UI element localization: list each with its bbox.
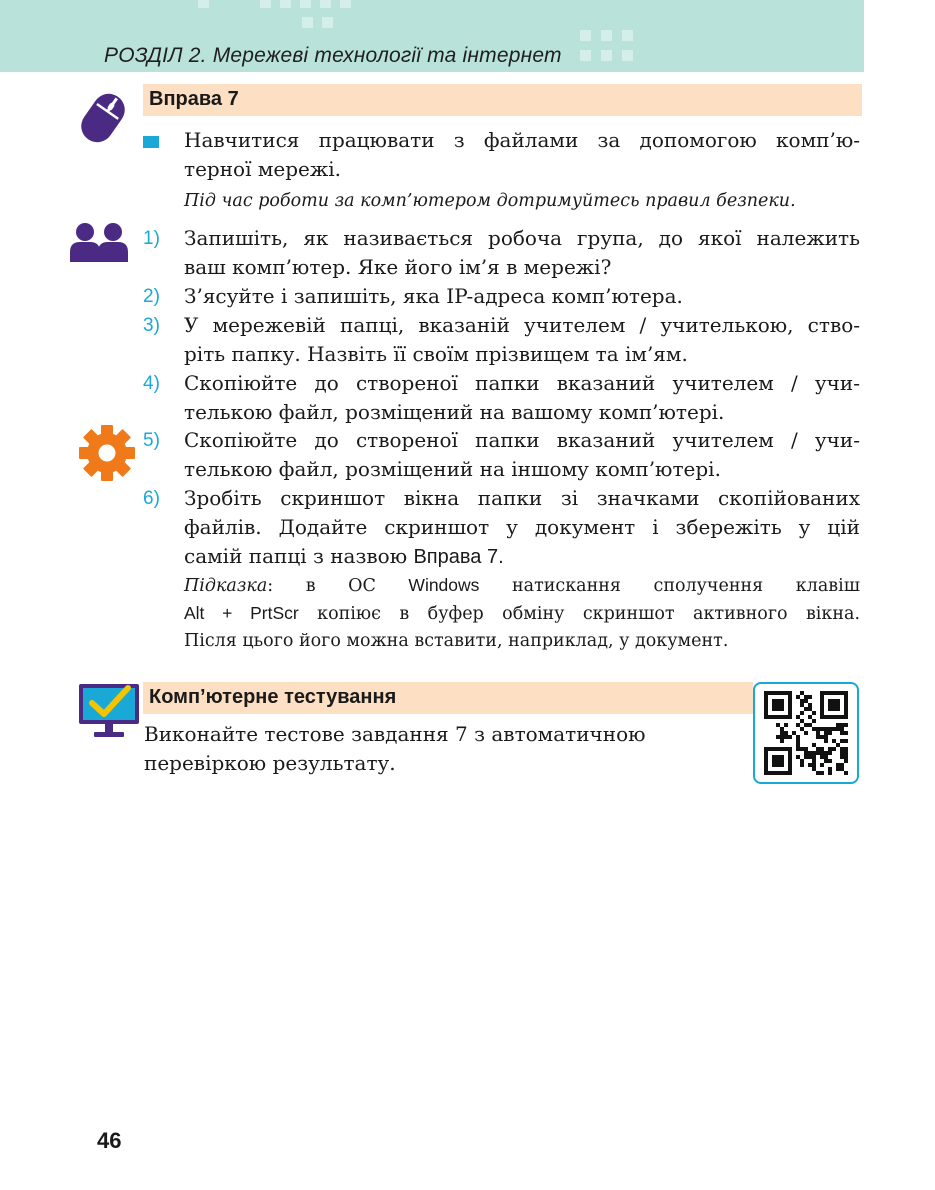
file-name: Вправа 7. [413, 546, 504, 568]
hint-text: натискання сполучення клавіш [479, 576, 860, 596]
decor-square [622, 30, 633, 41]
decor-square [260, 0, 271, 8]
people-icon [68, 222, 130, 262]
decor-square [280, 0, 291, 8]
item-1 [184, 224, 860, 282]
testing-title: Комп’ютерне тестування [149, 686, 397, 708]
decor-square [302, 17, 313, 28]
hint [184, 572, 860, 655]
decor-square [322, 17, 333, 28]
item-line: телькою файл, розміщений на вашому комп’ютері. [184, 400, 725, 424]
goal-bullet [143, 136, 159, 148]
decor-square [601, 50, 612, 61]
exercise-title-bar [143, 84, 862, 116]
hint-text: копіює в буфер обміну скриншот активного вікна. [298, 604, 861, 624]
decor-square [320, 0, 331, 8]
item-line: У мережевій папці, вказаній учителем / учителькою, ство- [184, 313, 860, 337]
item-3 [184, 311, 860, 369]
chapter-title: РОЗДІЛ 2. Мережеві технології та інтернет [104, 44, 562, 67]
item-2 [184, 282, 860, 311]
decor-square [580, 30, 591, 41]
item-number: 1) [143, 228, 160, 249]
mouse-icon [74, 88, 132, 148]
hint-label: Підказка [184, 576, 268, 596]
page-number: 46 [97, 1128, 122, 1153]
item-line: телькою файл, розміщений на іншому комп’ютері. [184, 457, 721, 481]
decor-square [300, 0, 311, 8]
qr-pattern [764, 691, 848, 775]
item-6 [184, 484, 860, 572]
testing-line: Виконайте тестове завдання 7 з автоматичною [144, 722, 646, 746]
item-line: ріть папку. Назвіть її своїм прізвищем та ім’ям. [184, 342, 688, 366]
hint-keys: Alt + PrtScr [184, 603, 299, 623]
item-4 [184, 369, 860, 427]
item-number: 3) [143, 315, 160, 336]
hint-text: Після цього його можна вставити, наприклад, у документ. [184, 631, 729, 651]
decor-square [580, 50, 591, 61]
goal-line: терної мережі. [184, 157, 342, 181]
item-number: 5) [143, 430, 160, 451]
testing-title-bar [143, 682, 753, 714]
item-line: Скопіюйте до створеної папки вказаний учителем / учи- [184, 428, 860, 452]
testing-line: перевіркою результату. [144, 751, 396, 775]
qr-code[interactable] [753, 682, 859, 784]
monitor-check-icon [78, 682, 140, 740]
item-number: 2) [143, 286, 160, 307]
hint-os: Windows [408, 575, 480, 595]
item-5 [184, 426, 860, 484]
exercise-goal [184, 126, 860, 184]
gear-icon [78, 424, 136, 482]
hint-text: : в ОС [267, 576, 409, 596]
decor-square [622, 50, 633, 61]
decor-square [198, 0, 209, 8]
decor-square [340, 0, 351, 8]
item-line: ваш комп’ютер. Яке його ім’я в мережі? [184, 255, 612, 279]
testing-text [144, 720, 744, 778]
item-line: самій папці з назвою [184, 544, 414, 568]
exercise-title: Вправа 7 [149, 88, 239, 110]
item-line: файлів. Додайте скриншот у документ і збережіть у цій [184, 515, 860, 539]
safety-note: Під час роботи за комп’ютером дотримуйтесь правил безпеки. [184, 191, 796, 211]
decor-square [601, 30, 612, 41]
goal-line: Навчитися працювати з файлами за допомогою комп’ю- [184, 128, 860, 152]
item-line: Зробіть скриншот вікна папки зі значками скопійованих [184, 486, 860, 510]
item-line: Запишіть, як називається робоча група, до якої належить [184, 226, 860, 250]
item-line: З’ясуйте і запишіть, яка IP-адреса комп’ютера. [184, 284, 683, 308]
item-number: 4) [143, 373, 160, 394]
item-number: 6) [143, 488, 160, 509]
item-line: Скопіюйте до створеної папки вказаний учителем / учи- [184, 371, 860, 395]
